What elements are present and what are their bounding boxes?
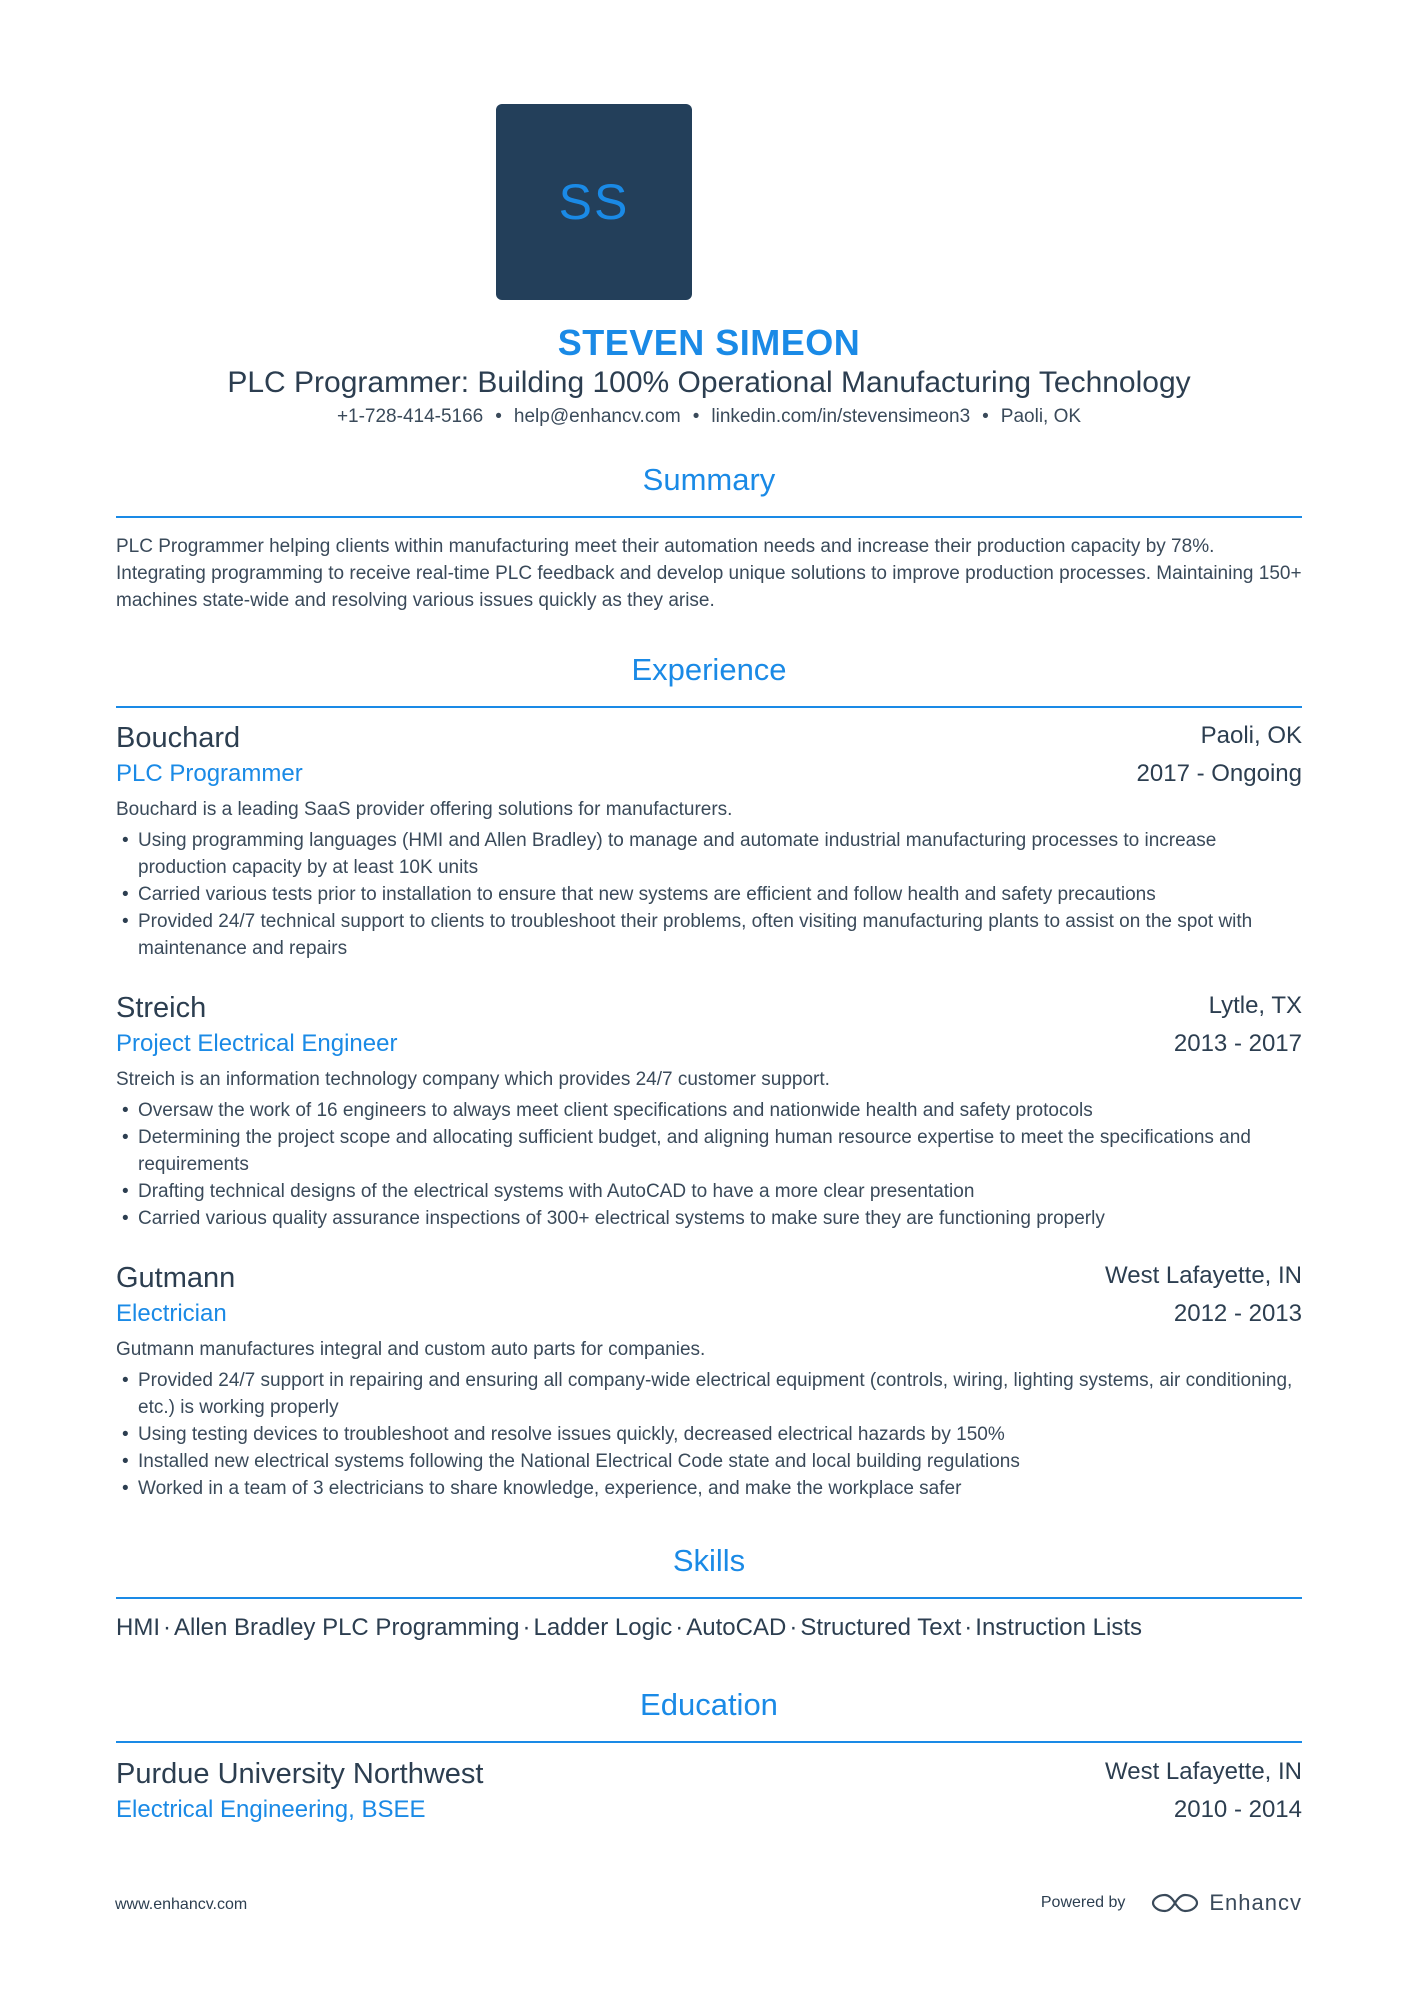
candidate-name: STEVEN SIMEON	[557, 322, 861, 363]
degree: Electrical Engineering, BSEE	[116, 1796, 426, 1823]
list-item: • Carried various tests prior to installation to ensure that new systems are efficient and follow health and safety precautions	[138, 881, 1302, 908]
list-item: • Provided 24/7 support in repairing and ensuring all company-wide electrical equipment (controls, wiring, lighting systems, air conditioning, etc.) is working properly	[138, 1367, 1302, 1421]
job-location: West Lafayette, IN	[1105, 1262, 1302, 1289]
list-item: • Drafting technical designs of the electrical systems with AutoCAD to have a more clear presentation	[138, 1178, 1302, 1205]
experience-heading: Experience	[631, 652, 787, 687]
list-item: • Using testing devices to troubleshoot and resolve issues quickly, decreased electrical hazards by 150%	[138, 1421, 1302, 1448]
list-item: • Using programming languages (HMI and Allen Bradley) to manage and automate industrial manufacturing processes to increase production capacity by at least 10K units	[138, 827, 1302, 881]
job-entry	[116, 1262, 1302, 1502]
education-dates: 2010 - 2014	[1173, 1796, 1302, 1823]
job-entry	[116, 992, 1302, 1232]
candidate-headline: PLC Programmer: Building 100% Operational Manufacturing Technology	[227, 366, 1191, 399]
summary-text: PLC Programmer helping clients within manufacturing meet their automation needs and increase their production capacity by 78%. Integrating programming to receive real-time PLC feedback and develop unique solutions to improve production processes. Maintaining 150+ machines state-wide and resolving various issues quickly as they arise.	[116, 536, 1302, 611]
phone: +1-728-414-5166	[336, 406, 484, 427]
skill-separator: ·	[163, 1614, 171, 1641]
skill-item: Ladder Logic	[533, 1614, 673, 1641]
education-divider	[116, 1741, 1302, 1743]
list-item: • Worked in a team of 3 electricians to share knowledge, experience, and make the workplace safer	[138, 1475, 1302, 1502]
contact-line	[116, 406, 1302, 428]
school-location: West Lafayette, IN	[1105, 1758, 1302, 1785]
location: Paoli, OK	[1000, 406, 1082, 427]
skill-item: Structured Text	[800, 1614, 962, 1641]
job-location: Lytle, TX	[1208, 992, 1302, 1019]
achievement-list	[116, 1367, 1302, 1502]
skill-separator: ·	[675, 1614, 684, 1641]
website-link[interactable]: www.enhancv.com	[115, 1896, 248, 1913]
company-name: Streich	[116, 992, 207, 1024]
company-description: Streich is an information technology company which provides 24/7 customer support.	[116, 1069, 830, 1090]
enhancv-logo-icon	[1151, 1891, 1199, 1915]
skill-item: AutoCAD	[686, 1614, 787, 1641]
achievement-list	[116, 1097, 1302, 1232]
skill-separator: ·	[522, 1614, 531, 1641]
job-location: Paoli, OK	[1200, 722, 1302, 749]
bullet-separator: •	[495, 406, 502, 427]
job-title: PLC Programmer	[116, 760, 303, 787]
company-description: Gutmann manufactures integral and custom auto parts for companies.	[116, 1339, 706, 1360]
company-name: Bouchard	[116, 722, 241, 754]
bullet-separator: •	[692, 406, 700, 427]
list-item: • Carried various quality assurance inspections of 300+ electrical systems to make sure they are functioning properly	[138, 1205, 1302, 1232]
job-dates: 2012 - 2013	[1173, 1300, 1302, 1327]
school-name: Purdue University Northwest	[116, 1758, 484, 1790]
skill-item: HMI	[116, 1614, 160, 1641]
skill-separator: ·	[789, 1614, 798, 1641]
education-entry	[116, 1758, 1302, 1832]
education-heading: Education	[640, 1687, 778, 1722]
linkedin-link[interactable]: linkedin.com/in/stevensimeon3	[711, 406, 971, 427]
list-item: • Provided 24/7 technical support to clients to troubleshoot their problems, often visiting manufacturing plants to assist on the spot with maintenance and repairs	[138, 908, 1302, 962]
powered-by	[1041, 1890, 1302, 1916]
achievement-list	[116, 827, 1302, 962]
list-item: • Oversaw the work of 16 engineers to always meet client specifications and nationwide health and safety protocols	[138, 1097, 1302, 1124]
list-item: • Installed new electrical systems following the National Electrical Code state and local building regulations	[138, 1448, 1302, 1475]
job-dates: 2017 - Ongoing	[1136, 760, 1302, 787]
job-title: Project Electrical Engineer	[116, 1030, 398, 1057]
powered-by-label: Powered by	[1040, 1894, 1126, 1911]
job-entry	[116, 722, 1302, 962]
avatar	[496, 104, 692, 300]
email-link[interactable]: help@enhancv.com	[513, 406, 681, 427]
skills-divider	[116, 1597, 1302, 1599]
skill-item: Instruction Lists	[975, 1614, 1143, 1641]
enhancv-brand[interactable]: Enhancv	[1209, 1890, 1302, 1915]
company-description: Bouchard is a leading SaaS provider offering solutions for manufacturers.	[116, 799, 733, 820]
job-dates: 2013 - 2017	[1173, 1030, 1302, 1057]
skill-item: Allen Bradley PLC Programming	[174, 1614, 520, 1641]
skills-list	[116, 1614, 1302, 1642]
skill-separator: ·	[964, 1614, 973, 1641]
summary-heading: Summary	[642, 462, 776, 497]
avatar-initials: SS	[558, 174, 630, 230]
bullet-separator: •	[982, 406, 989, 427]
experience-divider	[116, 706, 1302, 708]
skills-heading: Skills	[672, 1543, 746, 1578]
job-title: Electrician	[116, 1300, 227, 1327]
company-name: Gutmann	[116, 1262, 236, 1294]
summary-divider	[116, 516, 1302, 518]
list-item: • Determining the project scope and allocating sufficient budget, and aligning human resource expertise to meet the specifications and requirements	[138, 1124, 1302, 1178]
